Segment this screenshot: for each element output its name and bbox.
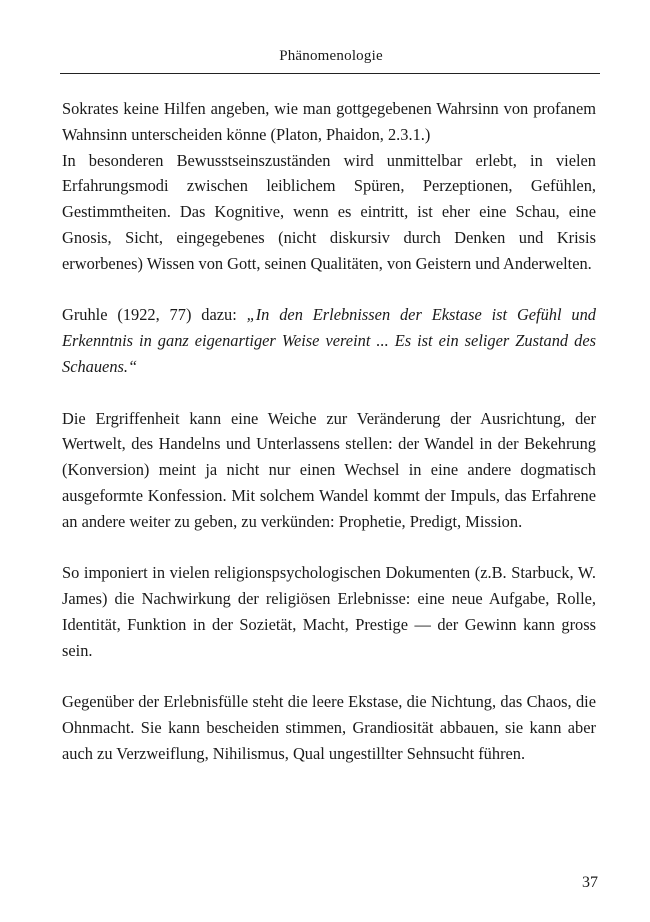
quote-attribution: Gruhle (1922, 77) dazu: xyxy=(62,305,247,325)
quote-text: „In den Erlebnissen der Ekstase ist Gefühl und Erkenntnis in ganz eigenartiger Weise vereint ... Es ist ein seliger Zustand des Schauens.“ xyxy=(62,305,596,376)
page-number: 37 xyxy=(582,874,598,891)
paragraph-ergriffenheit: Die Ergriffenheit kann eine Weiche zur Veränderung der Ausrichtung, der Wertwelt, des Handelns und Unterlassens stellen: der Wandel in der Bekehrung (Konversion) meint ja nicht nur einen Wechsel in eine andere dogmatisch ausgeformte Konfession. Mit solchem Wandel kommt der Impuls, das Erfahrene an andere weiter zu geben, zu verkünden: Prophetie, Predigt, Mission. xyxy=(62,408,596,531)
paragraph-sokrates: Sokrates keine Hilfen angeben, wie man gottgegebenen Wahrsinn von profanem Wahnsinn unterscheiden könne (Platon, Phaidon, 2.3.1.) xyxy=(62,99,596,144)
paragraph-leere-ekstase: Gegenüber der Erlebnisfülle steht die leere Ekstase, die Nichtung, das Chaos, die Ohnmacht. Sie kann bescheiden stimmen, Grandiosität abbauen, sie kann aber auch zu Verzweiflung, Nihilismus, Qual ungestillter Sehnsucht führen. xyxy=(62,692,596,763)
header-divider xyxy=(60,73,600,74)
paragraph-gap xyxy=(62,535,596,561)
paragraph-gap xyxy=(62,664,596,690)
paragraph-gap xyxy=(62,277,596,303)
paragraph-gap xyxy=(62,380,596,406)
paragraph-gruhle-quote xyxy=(62,302,596,379)
page-body xyxy=(62,96,596,767)
paragraph-religionspsychologie: So imponiert in vielen religionspsychologischen Dokumenten (z.B. Starbuck, W. James) die Nachwirkung der religiösen Erlebnisse: eine neue Aufgabe, Rolle, Identität, Funktion in der Sozietät, Macht, Prestige — der Gewinn kann gross sein. xyxy=(62,563,596,660)
running-header: Phänomenologie xyxy=(279,48,383,64)
paragraph-bewusstseinszustaende: In besonderen Bewusstseinszuständen wird unmittelbar erlebt, in vielen Erfahrungsmodi zwischen leiblichem Spüren, Perzeptionen, Gefühlen, Gestimmtheiten. Das Kognitive, wenn es eintritt, ist eher eine Schau, eine Gnosis, Sicht, eingegebenes (nicht diskursiv durch Denken und Krisis erworbenes) Wissen von Gott, seinen Qualitäten, von Geistern und Anderwelten. xyxy=(62,150,596,273)
